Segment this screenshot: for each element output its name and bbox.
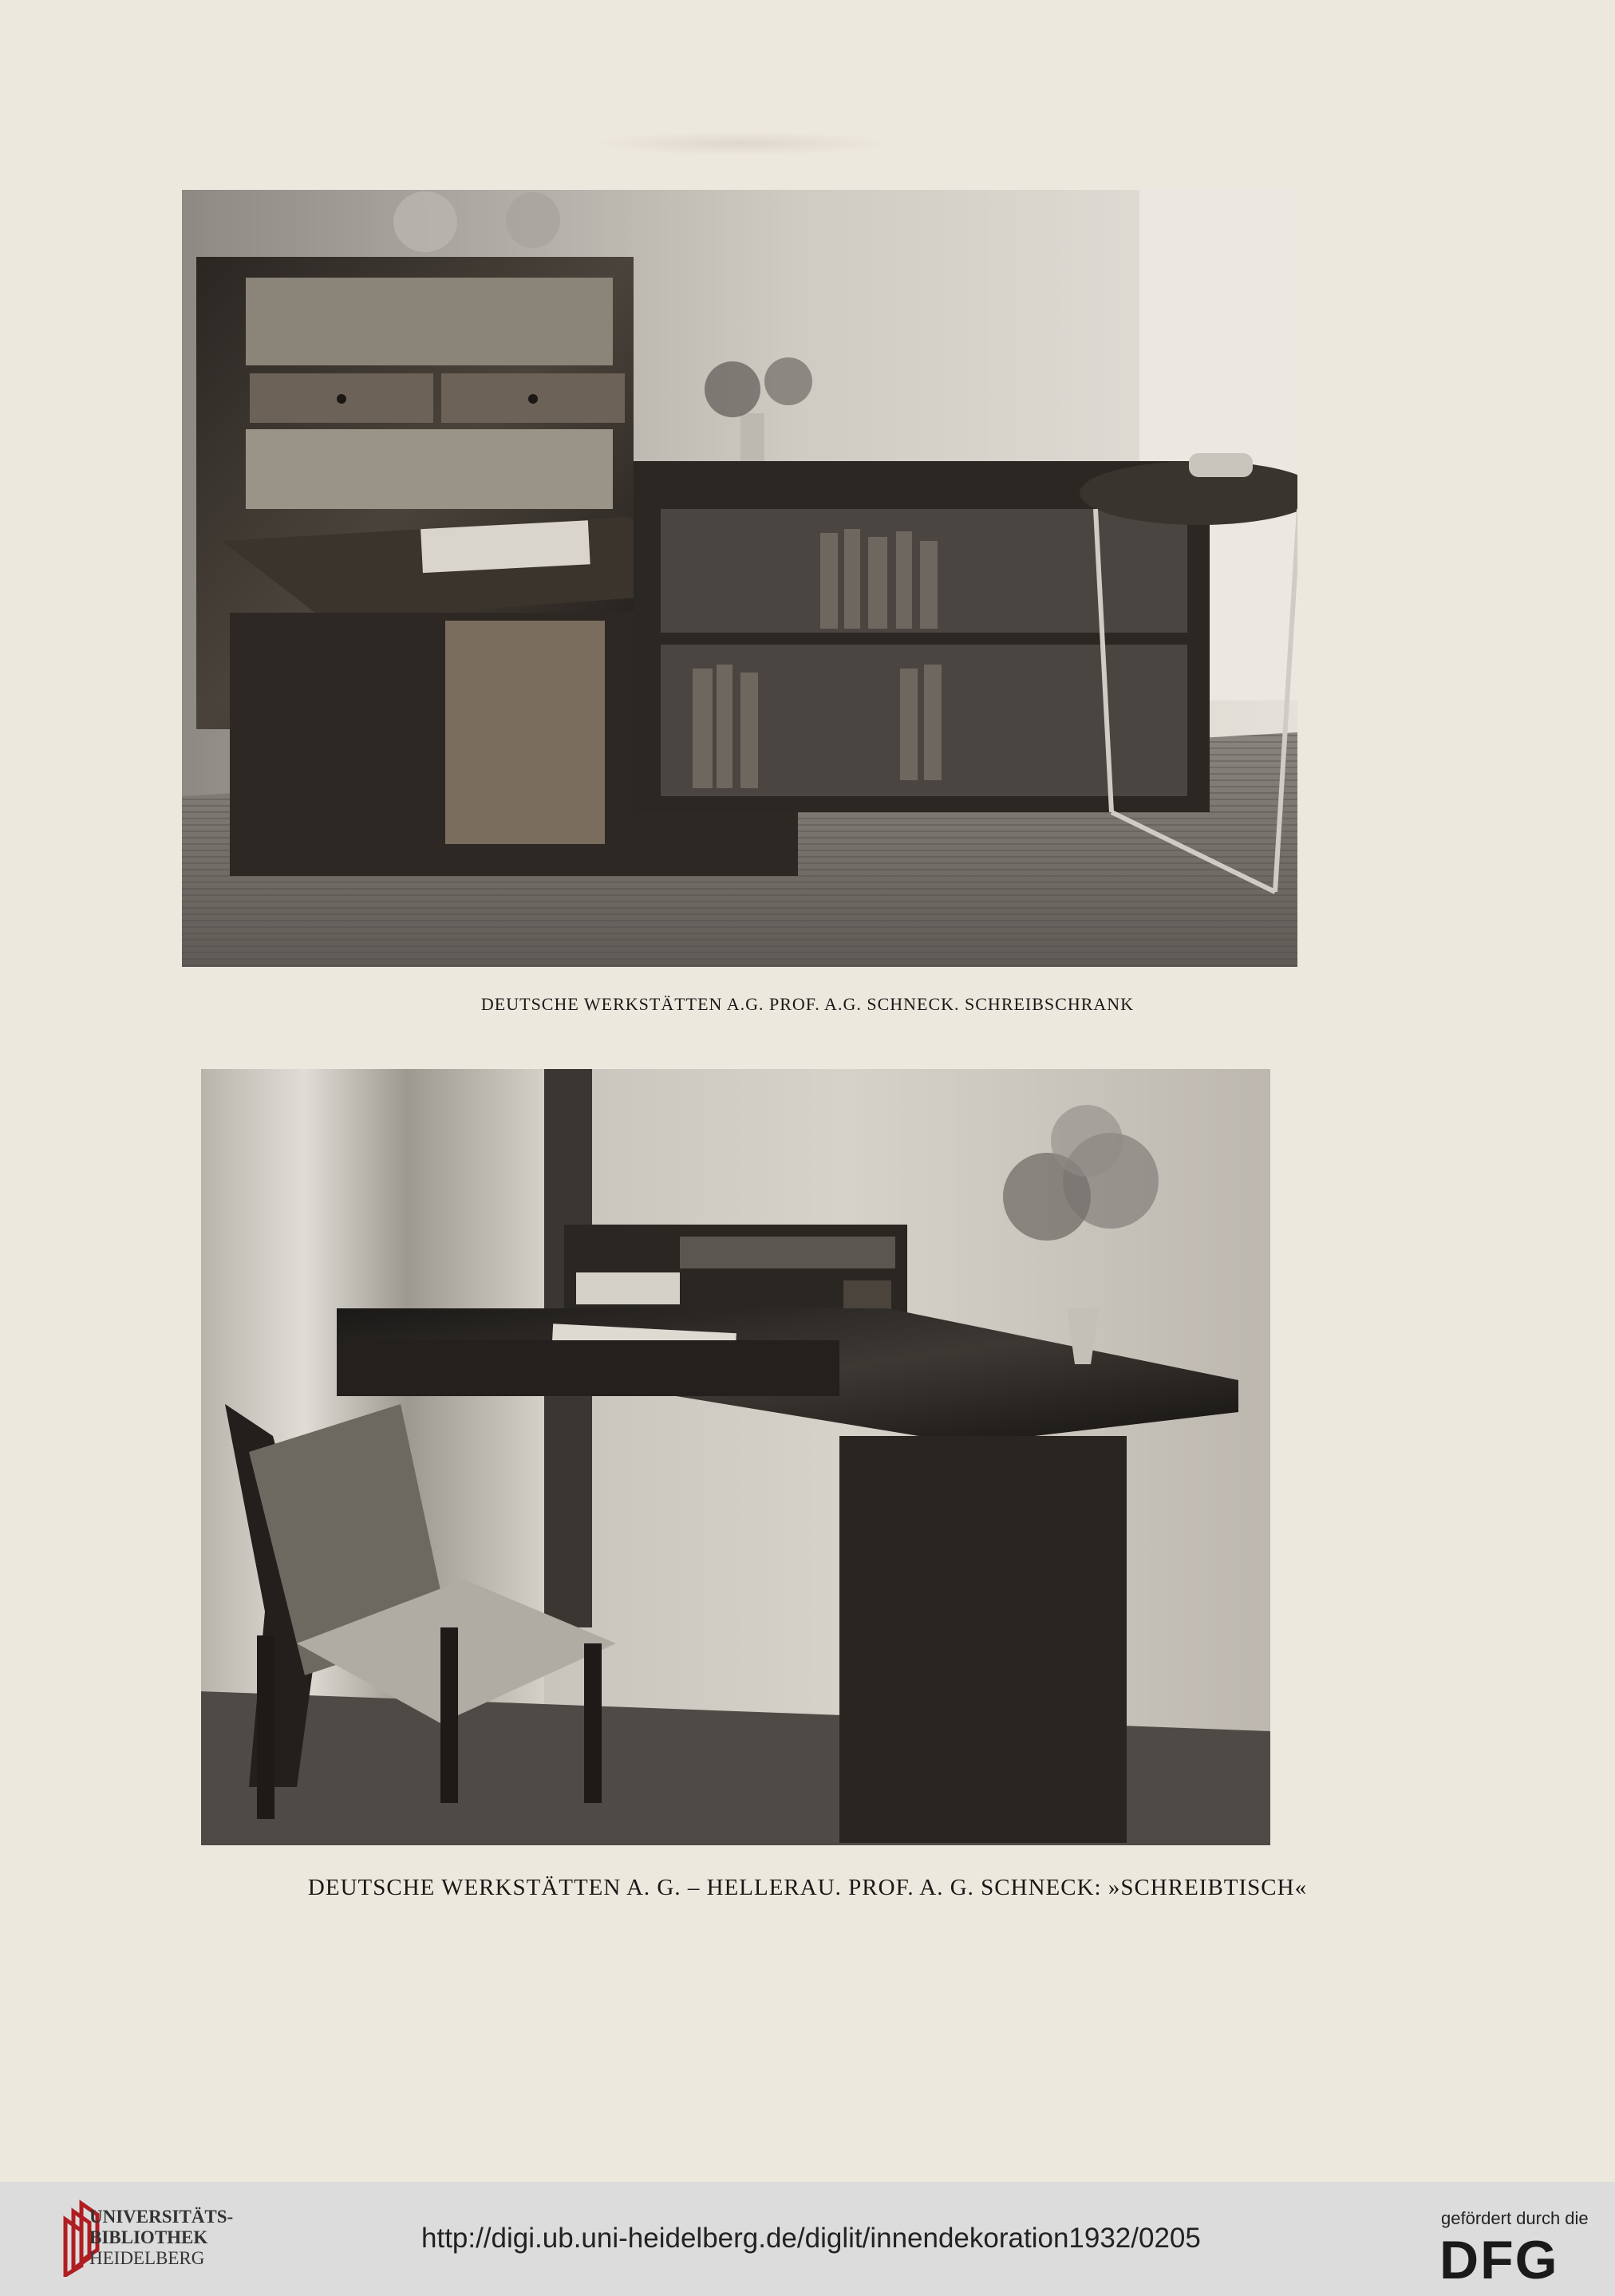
library-line-3: HEIDELBERG — [89, 2248, 205, 2268]
document-url-link[interactable]: http://digi.ub.uni-heidelberg.de/diglit/innendekoration1932/0205 — [421, 2223, 1201, 2254]
photo-schreibschrank — [182, 190, 1297, 967]
schreibschrank-image — [182, 190, 1297, 967]
library-line-2: BIBLIOTHEK — [89, 2227, 208, 2247]
library-line-1: UNIVERSITÄTS- — [89, 2207, 234, 2227]
library-name — [89, 2207, 233, 2269]
dfg-logo-icon — [1439, 2234, 1591, 2283]
caption-schreibtisch: DEUTSCHE WERKSTÄTTEN A. G. – HELLERAU. PROF. A. G. SCHNECK: »SCHREIBTISCH« — [307, 1875, 1308, 1900]
faded-text-stain — [590, 132, 894, 156]
schreibtisch-image — [201, 1069, 1270, 1845]
funded-by-label: gefördert durch die — [1441, 2208, 1589, 2228]
photo-schreibtisch — [201, 1069, 1270, 1845]
dfg-logo-text: DFG — [1439, 2234, 1559, 2283]
caption-schreibschrank: DEUTSCHE WERKSTÄTTEN A.G. PROF. A.G. SCHNECK. SCHREIBSCHRANK — [480, 994, 1135, 1014]
